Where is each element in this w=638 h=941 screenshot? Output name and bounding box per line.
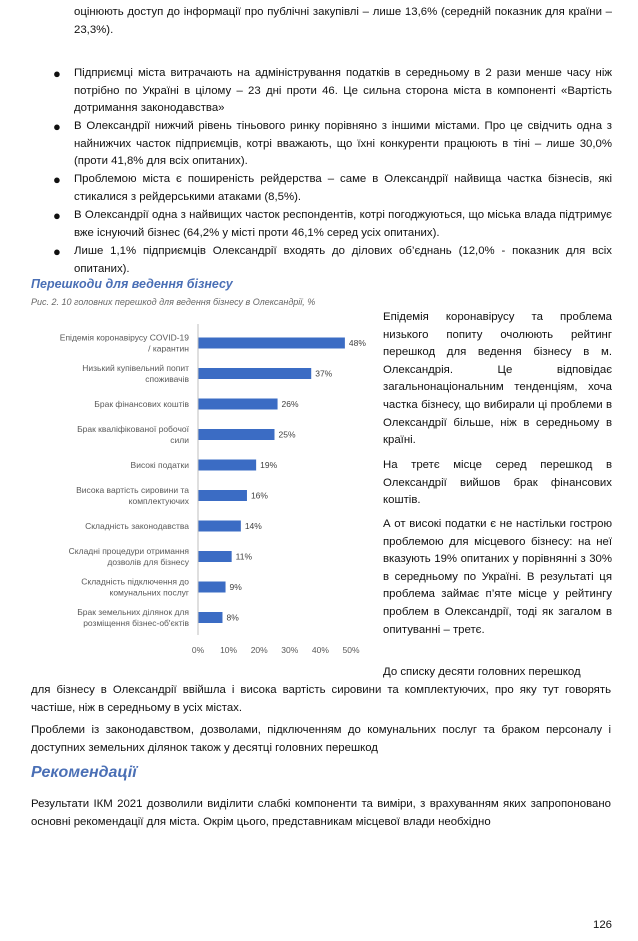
- chart-value-label: 19%: [260, 460, 278, 470]
- intro-paragraph: оцінюють доступ до інформації про публічні закупівлі – лише 13,6% (середній показник для країни – 23,3%).: [74, 6, 612, 36]
- recommendations-paragraph: Результати ІКМ 2021 дозволили виділити слабкі компоненти та виміри, з врахуванням яких запропоновано основні рекомендації для міста. Окрім цього, представникам місцевої влади необхідно: [31, 798, 611, 828]
- chart-value-label: 37%: [315, 368, 333, 379]
- figure-caption: Рис. 2. 10 головних перешкод для ведення бізнесу в Олександрії, %: [31, 297, 316, 307]
- chart-bar: [198, 368, 311, 379]
- side-paragraph: Епідемія коронавірусу та проблема низького попиту очолюють рейтинг перешкод для ведення бізнесу в м. Олександрія. Це відповідає загальнонаціональним тенденціям, хоча частка бізнесу, що вибирали ці проблеми в Олександрії більше, ніж в середньому в країні.: [383, 311, 612, 447]
- chart-tick-label: 20%: [250, 645, 268, 655]
- chart-tick-label: 10%: [220, 645, 238, 655]
- side-paragraph: На третє місце серед перешкод в Олександрії вийшов брак фінансових коштів.: [383, 459, 612, 507]
- chart-category-label: комплектуючих: [128, 496, 189, 506]
- bullet-icon: ●: [53, 172, 61, 187]
- bullet-icon: ●: [53, 208, 61, 223]
- chart-category-label: Складність підключення до: [81, 576, 189, 587]
- barriers-bar-chart: [31, 318, 376, 663]
- chart-bar: [198, 551, 232, 562]
- chart-value-label: 48%: [348, 338, 366, 348]
- page-number: 126: [592, 919, 612, 931]
- chart-value-label: 16%: [250, 490, 268, 501]
- bullet-item: Підприємці міста витрачають на адміністрування податків в середньому в 2 рази менше часу ніж потрібно по Україні в цілому – 23 дні проти 46. Це сильна сторона міста в компоненті «Вартість дотримання законодавства»: [74, 67, 612, 115]
- chart-bar: [198, 338, 345, 349]
- bullet-item: Проблемою міста є поширеність рейдерства – саме в Олександрії найвища частка бізнесів, які стикалися з рейдерськими атаками (8,5%).: [74, 173, 612, 203]
- chart-tick-label: 30%: [281, 645, 299, 655]
- chart-category-label: / карантин: [148, 343, 189, 354]
- problems-paragraph: Проблеми із законодавством, дозволами, підключенням до комунальних послуг та браком персоналу і доступних земельних ділянок також у десятці головних перешкод: [31, 724, 611, 754]
- chart-bar: [198, 612, 222, 623]
- chart-bar: [198, 582, 226, 593]
- chart-category-label: комунальних послуг: [109, 587, 189, 598]
- side-paragraph: А от високі податки є не настільки гострою проблемою для місцевого бізнесу: на неї вказують 19% опитаних у порівнянні з 30% в середньому по Україні. В результаті ця проблема займає п’яте місце у рейтингу проблем в Олександрії, тоді як загалом в опитуванні – третє.: [383, 518, 612, 636]
- chart-category-label: сили: [170, 435, 189, 445]
- chart-category-label: Епідемія коронавірусу COVID-19: [59, 332, 189, 343]
- chart-value-label: 26%: [281, 399, 299, 409]
- chart-value-label: 8%: [226, 612, 239, 623]
- chart-category-label: споживачів: [145, 374, 189, 384]
- chart-tick-label: 50%: [342, 645, 360, 655]
- chart-bar: [198, 490, 247, 501]
- chart-category-label: Високі податки: [130, 460, 189, 470]
- chart-category-label: розміщення бізнес-об'єктів: [83, 618, 189, 628]
- bullet-icon: ●: [53, 119, 61, 134]
- chart-category-label: Брак кваліфікованої робочої: [77, 424, 189, 434]
- bullet-item: В Олександрії одна з найвищих часток респондентів, котрі погоджуються, що міська влада підтримує вже існуючий бізнес (64,2% у місті проти 46,1% серед усіх опитаних).: [74, 209, 612, 239]
- chart-bar: [198, 429, 275, 440]
- continuation-first-line: До списку десяти головних перешкод: [383, 666, 581, 678]
- chart-category-label: Складні процедури отримання: [68, 546, 189, 556]
- chart-tick-label: 0%: [191, 645, 205, 655]
- chart-value-label: 14%: [244, 521, 262, 531]
- chart-category-label: Брак фінансових коштів: [94, 399, 189, 409]
- section-title-recommendations: Рекомендації: [31, 764, 137, 781]
- section-title-barriers: Перешкоди для ведення бізнесу: [31, 277, 233, 291]
- chart-bar: [198, 460, 256, 471]
- bullet-item: Лише 1,1% підприємців Олександрії входять до ділових об’єднань (12,0% - показник для всіх опитаних).: [74, 245, 612, 275]
- chart-category-label: Висока вартість сировини та: [76, 485, 189, 495]
- bullet-icon: ●: [53, 66, 61, 81]
- chart-bar: [198, 521, 241, 532]
- chart-category-label: Брак земельних ділянок для: [77, 607, 189, 617]
- bullet-icon: ●: [53, 244, 61, 259]
- chart-tick-label: 40%: [311, 645, 329, 655]
- chart-category-label: дозволів для бізнесу: [107, 557, 189, 567]
- chart-bar: [198, 399, 278, 410]
- chart-value-label: 11%: [235, 551, 253, 562]
- chart-category-label: Низький купівельний попит: [82, 363, 189, 373]
- chart-category-label: Складність законодавства: [85, 521, 189, 531]
- chart-value-label: 25%: [278, 429, 296, 440]
- continuation-paragraph: для бізнесу в Олександрії ввійшла і висока вартість сировини та комплектуючих, про яку тут говорять частіше, ніж в середньому в усіх містах.: [31, 684, 611, 714]
- bullet-item: В Олександрії нижчий рівень тіньового ринку порівняно з іншими містами. Про це свідчить одна з найнижчих часток підприємців, котрі вважають, що їхні конкуренти працюють в тіні – лише 30,0% (проти 41,8% для всіх опитаних).: [74, 120, 612, 168]
- chart-value-label: 9%: [229, 582, 242, 592]
